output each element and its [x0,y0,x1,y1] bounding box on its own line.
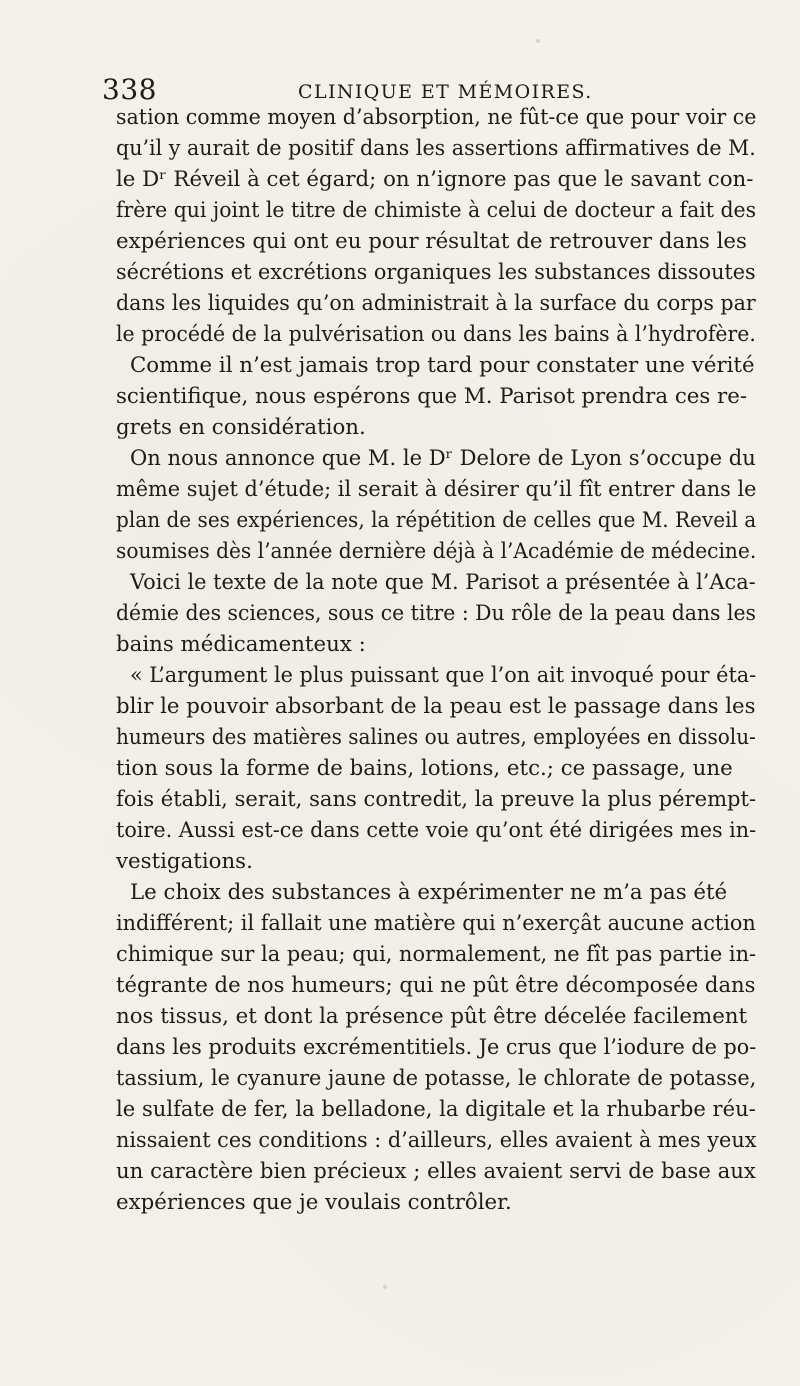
text-line: expériences qui ont eu pour résultat de retrouver dans les [116,229,747,254]
text-line: nos tissus, et dont la présence pût être décelée facilement [116,1004,748,1029]
paragraph-first-line: Voici le texte de la note que M. Parisot a présentée à l’Aca- [130,570,756,595]
paragraph-first-line: On nous annonce que M. le Dʳ Delore de Lyon s’occupe du [130,446,756,471]
text-line: dans les liquides qu’on administrait à la surface du corps par [116,291,756,316]
text-line: blir le pouvoir absorbant de la peau est le passage dans les [116,694,756,719]
text-line: soumises dès l’année dernière déjà à l’Académie de médecine. [116,539,757,564]
text-line: chimique sur la peau; qui, normalement, ne fît pas partie in- [116,942,757,967]
text-line: même sujet d’étude; il serait à désirer qu’il fît entrer dans le [116,477,757,502]
text-line: expériences que je voulais contrôler. [116,1190,512,1215]
text-line: dans les produits excrémentitiels. Je crus que l’iodure de po- [116,1035,757,1060]
paper-speck [383,1285,387,1289]
text-line: humeurs des matières salines ou autres, employées en dissolu- [116,725,756,750]
text-line: sécrétions et excrétions organiques les substances dissoutes [116,260,756,285]
running-head-title: CLINIQUE ET MÉMOIRES. [298,81,593,103]
paper-speck [536,39,540,43]
text-line: bains médicamenteux : [116,632,366,657]
text-line: toire. Aussi est-ce dans cette voie qu’ont été dirigées mes in- [116,818,757,843]
text-line: un caractère bien précieux ; elles avaient servi de base aux [116,1159,756,1184]
text-line: sation comme moyen d’absorption, ne fût-ce que pour voir ce [116,105,757,130]
paragraph-first-line: Le choix des substances à expérimenter ne m’a pas été [130,880,728,905]
text-line: scientifique, nous espérons que M. Parisot prendra ces re- [116,384,748,409]
text-line: grets en considération. [116,415,366,440]
text-line: démie des sciences, sous ce titre : Du rôle de la peau dans les [116,601,756,626]
text-line: vestigations. [116,849,253,874]
text-line: plan de ses expériences, la répétition de celles que M. Reveil a [116,508,757,533]
text-line: le procédé de la pulvérisation ou dans les bains à l’hydrofère. [116,322,756,347]
quotation-first-line: « L’argument le plus puissant que l’on ait invoqué pour éta- [130,663,757,688]
text-line: qu’il y aurait de positif dans les assertions affirmatives de M. [116,136,756,161]
running-head [102,72,752,108]
text-line: frère qui joint le titre de chimiste à celui de docteur a fait des [116,198,757,223]
text-line: tégrante de nos humeurs; qui ne pût être décomposée dans [116,973,756,998]
text-line: tion sous la forme de bains, lotions, etc.; ce passage, une [116,756,733,781]
text-line: le sulfate de fer, la belladone, la digitale et la rhubarbe réu- [116,1097,756,1122]
text-line: fois établi, serait, sans contredit, la preuve la plus pérempt- [116,787,757,812]
text-line: tassium, le cyanure jaune de potasse, le chlorate de potasse, [116,1066,757,1091]
text-line: nissaient ces conditions : d’ailleurs, elles avaient à mes yeux [116,1128,757,1153]
page-number: 338 [102,73,157,106]
text-line: le Dʳ Réveil à cet égard; on n’ignore pas que le savant con- [116,167,754,192]
text-line: indifférent; il fallait une matière qui n’exerçât aucune action [116,911,756,936]
paragraph-first-line: Comme il n’est jamais trop tard pour constater une vérité [130,353,755,378]
